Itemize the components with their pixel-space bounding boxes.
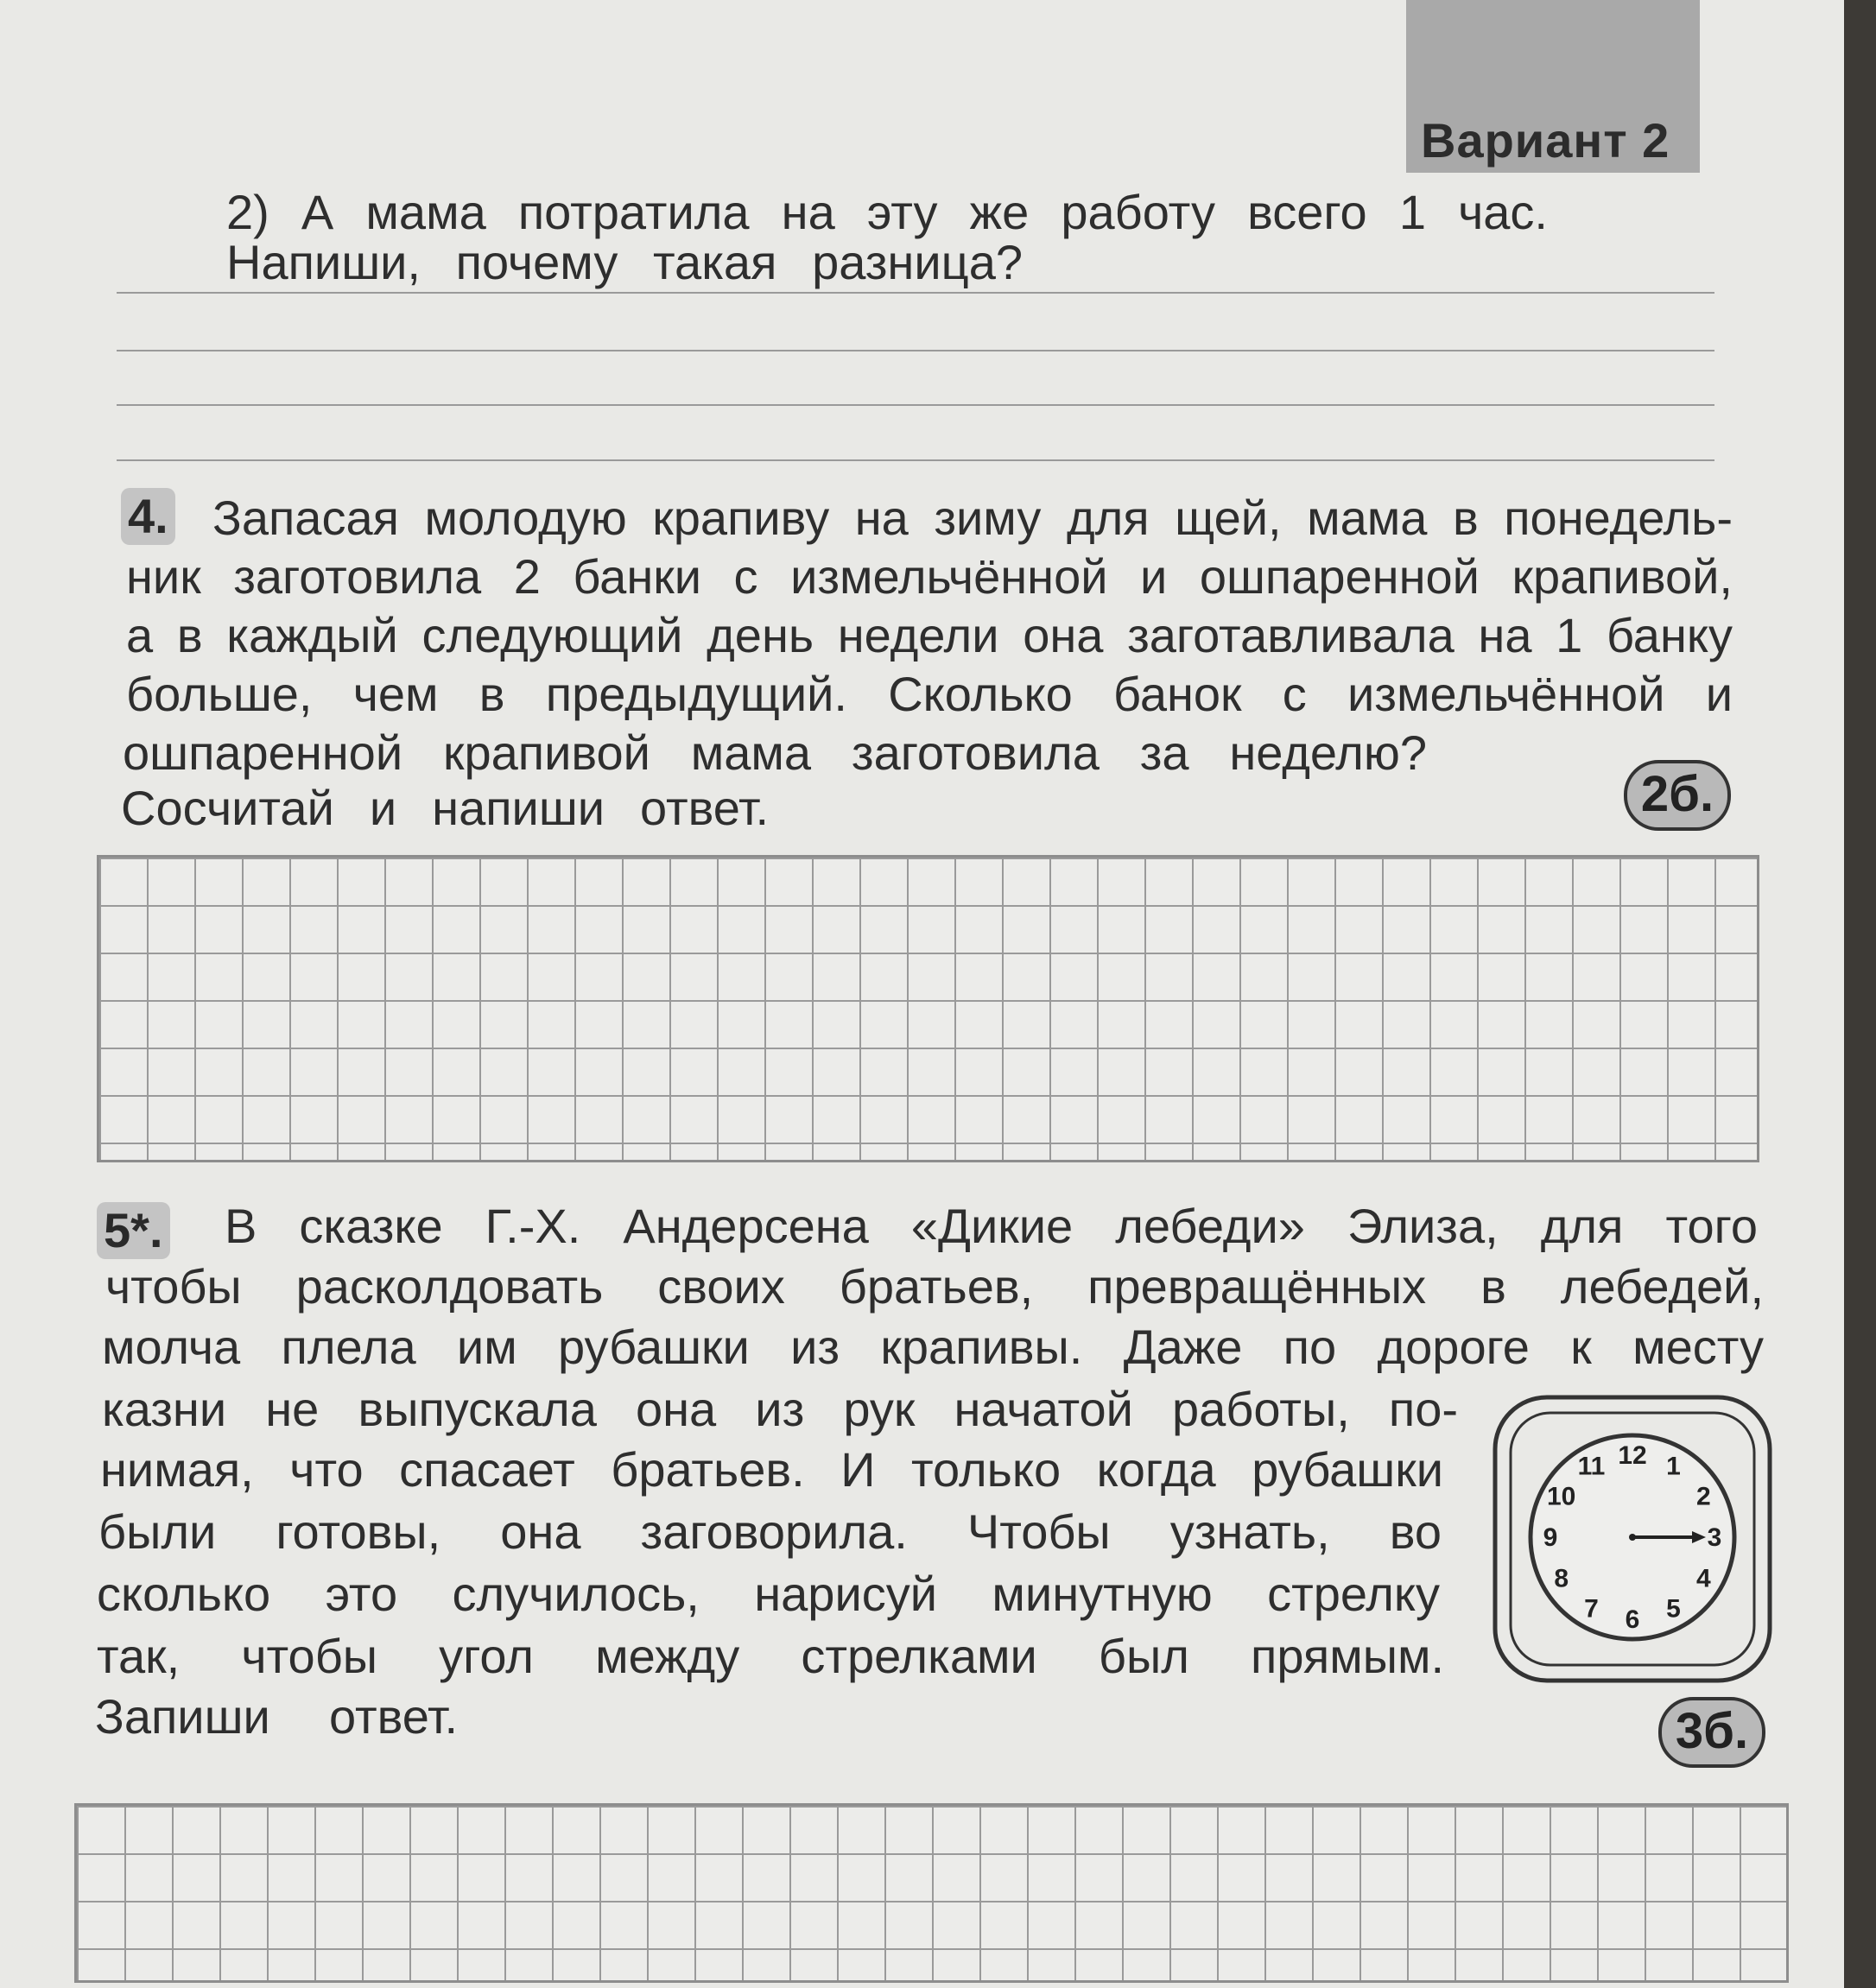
task4-line-4: больше, чем в предыдущий. Сколько банок с измельчённой и [126,667,1733,721]
clock-numeral: 3 [1707,1523,1722,1552]
task5-line-9: Запиши ответ. [95,1689,458,1744]
task4-points-badge: 2б. [1624,760,1731,831]
clock-numeral: 1 [1666,1452,1681,1481]
task4-line-1: Запасая молодую крапиву на зиму для щей, мама в понедель- [212,491,1733,545]
clock-numeral: 5 [1666,1594,1681,1624]
task5-line-1: В сказке Г.-Х. Андерсена «Дикие лебеди» Элиза, для того [225,1199,1758,1253]
clock-numeral: 4 [1695,1564,1711,1593]
task5-line-6: были готовы, она заговорила. Чтобы узнать, во [98,1504,1442,1559]
clock-numeral: 6 [1625,1605,1640,1634]
clock-numeral: 12 [1618,1441,1647,1470]
task4-line-3: а в каждый следующий день недели она заготавливала на 1 банку [126,608,1733,662]
task3-part2-line-1: 2) А мама потратила на эту же работу всего 1 час. [226,185,1548,239]
clock-numeral: 11 [1577,1452,1606,1481]
task3-part2-line-2: Напиши, почему такая разница? [226,235,1023,289]
task-4-number: 4. [121,488,175,545]
clock-numeral: 10 [1547,1482,1576,1511]
clock-center [1629,1534,1636,1541]
answer-line [117,459,1714,461]
task-5-number: 5*. [97,1202,170,1259]
task4-answer-grid[interactable] [97,855,1759,1162]
task5-line-3: молча плела им рубашки из крапивы. Даже по дороге к месту [102,1320,1764,1374]
task5-line-5: нимая, что спасает братьев. И только когда рубашки [100,1442,1443,1497]
task4-line-6: Сосчитай и напиши ответ. [121,781,769,835]
task5-line-7: сколько это случилось, нарисуй минутную стрелку [97,1567,1440,1621]
variant-label: Вариант 2 [1421,113,1670,168]
task5-answer-grid[interactable] [74,1803,1789,1983]
clock-illustration [1490,1392,1775,1686]
task5-line-8: так, чтобы угол между стрелками был прямым. [97,1629,1444,1683]
answer-line [117,292,1714,294]
clock-numeral: 8 [1554,1564,1569,1593]
task5-points-badge: 3б. [1658,1697,1765,1768]
clock-numeral: 2 [1695,1482,1711,1511]
answer-line [117,350,1714,351]
task5-line-2: чтобы расколдовать своих братьев, превращённых в лебедей, [105,1259,1764,1314]
task4-line-5: ошпаренной крапивой мама заготовила за неделю? [123,725,1427,780]
clock-numeral: 9 [1543,1523,1558,1552]
task4-line-2: ник заготовила 2 банки с измельчённой и ошпаренной крапивой, [126,549,1733,604]
clock-numeral: 7 [1584,1594,1599,1624]
task5-line-4: казни не выпускала она из рук начатой работы, по- [102,1382,1458,1436]
answer-line [117,404,1714,406]
